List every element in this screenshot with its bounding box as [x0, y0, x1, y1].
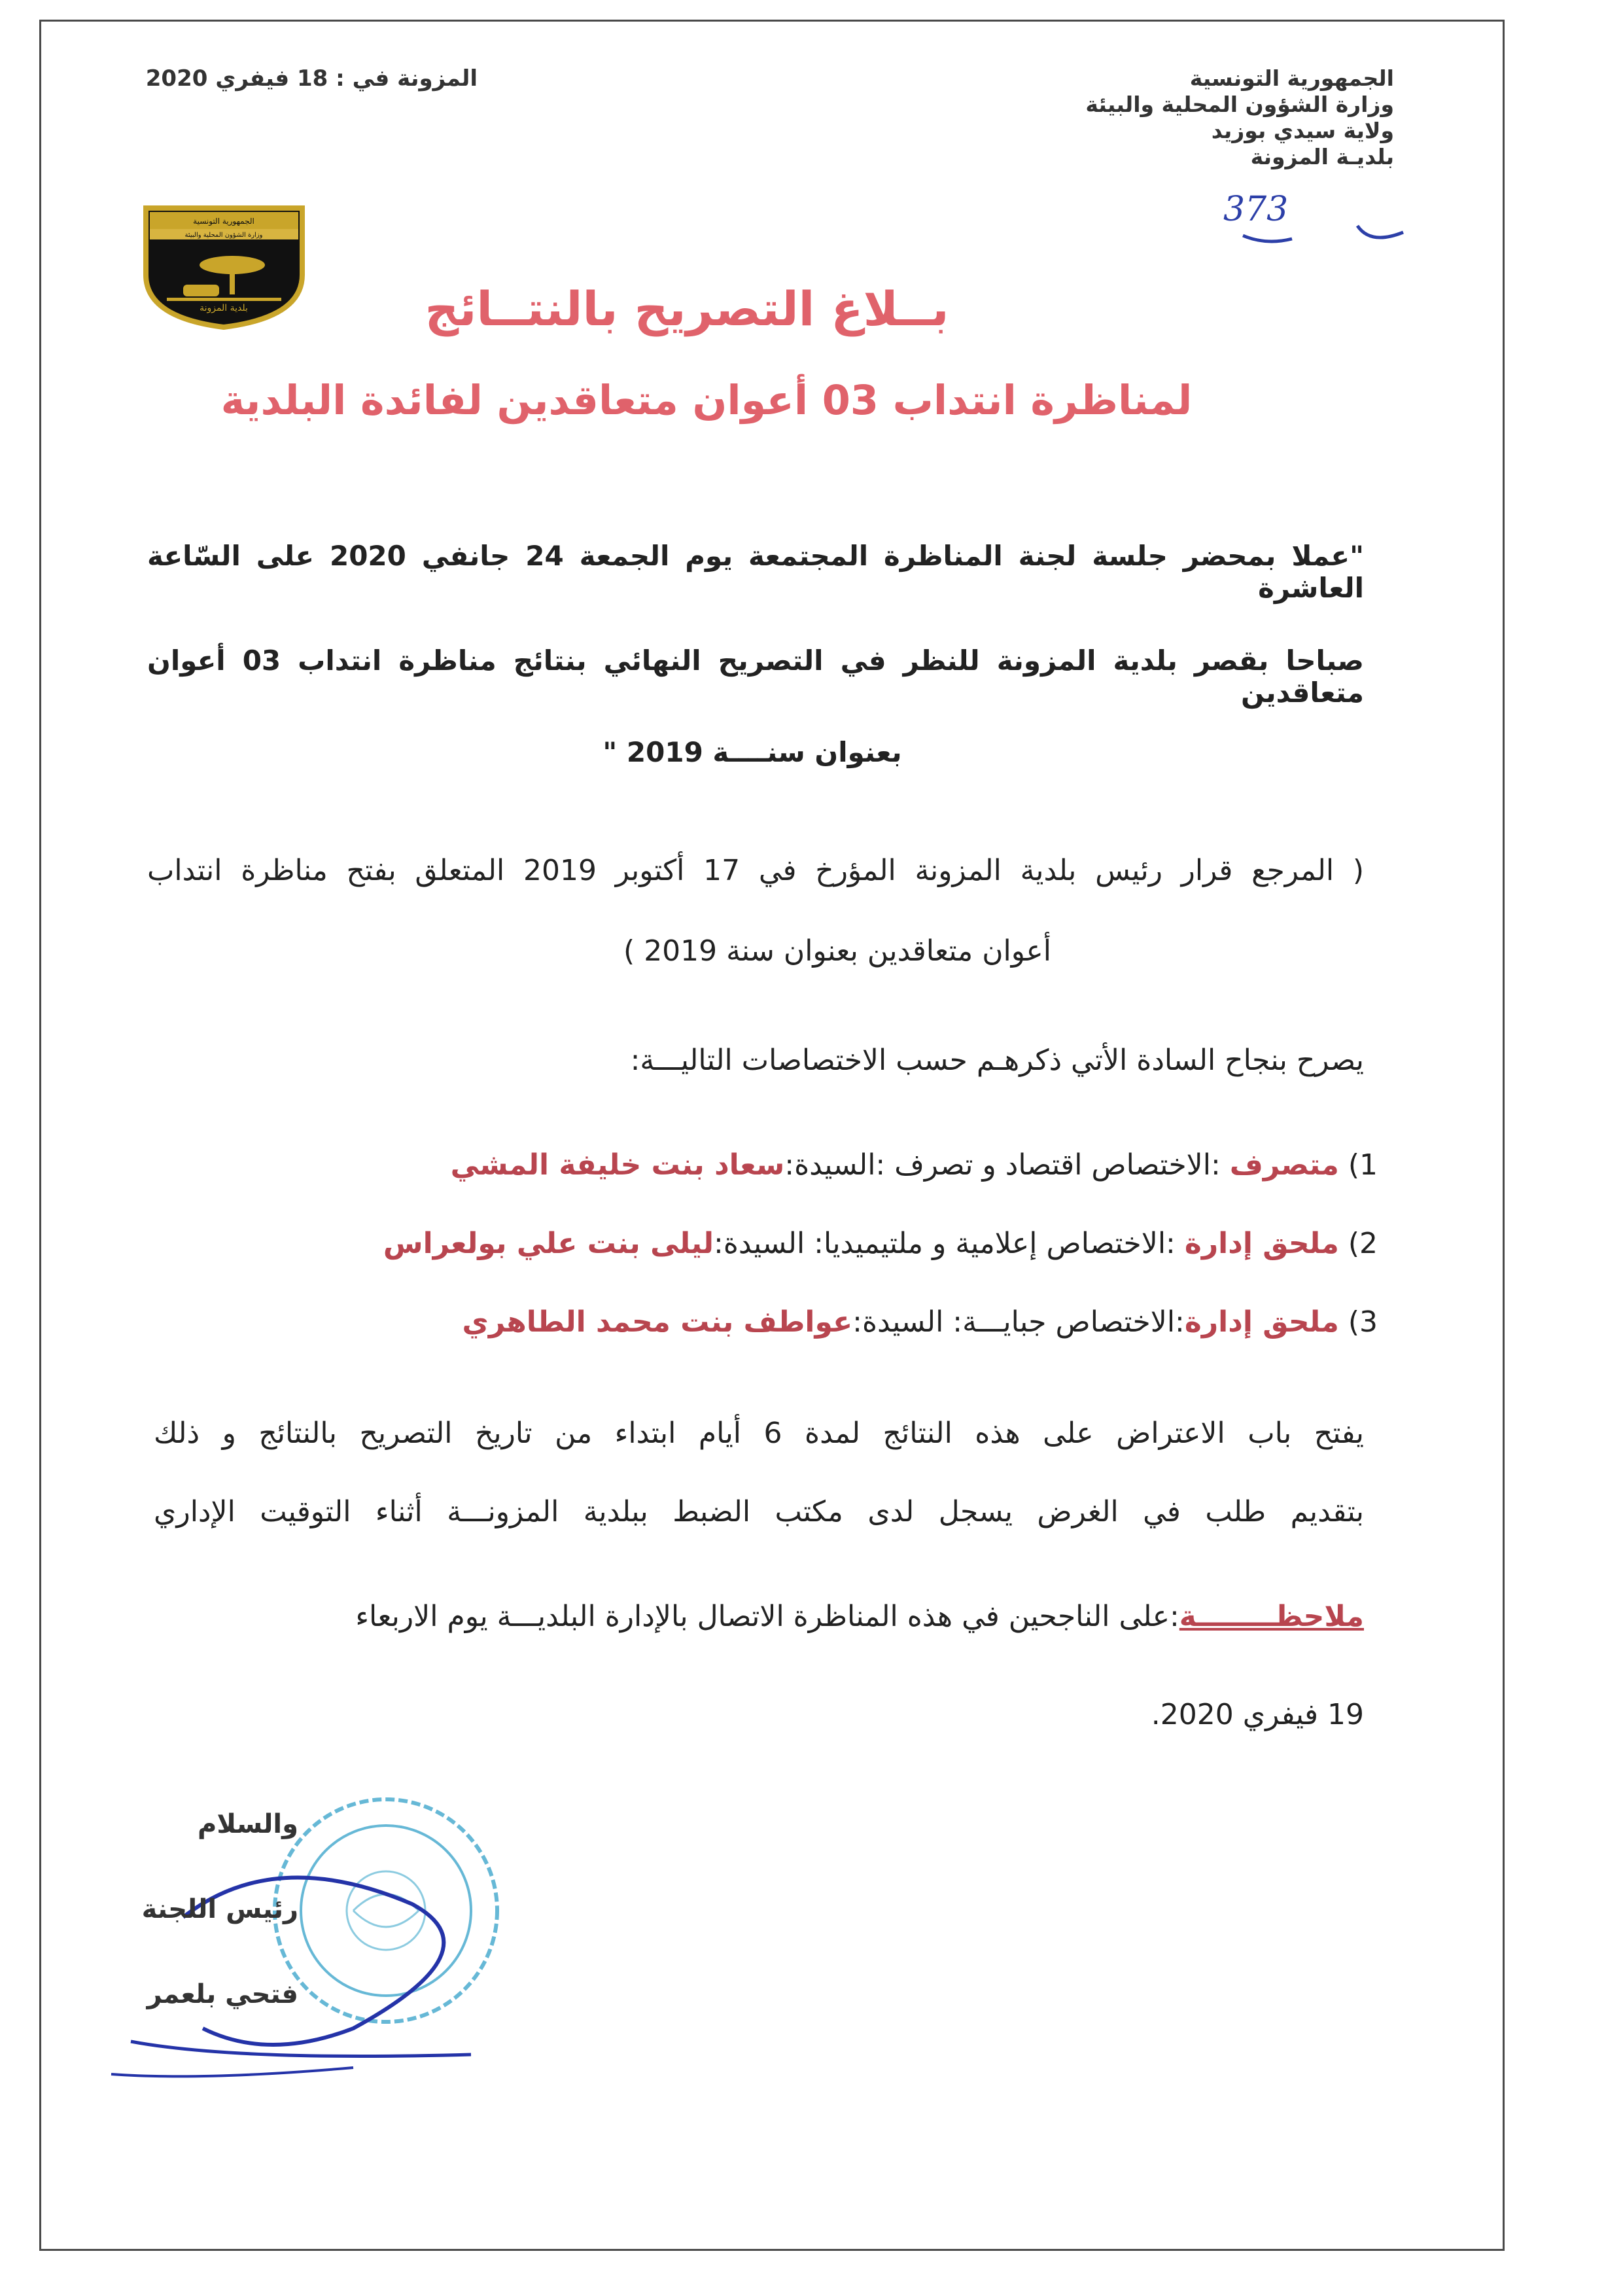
result-grade: ملحق إدارة — [1184, 1305, 1339, 1339]
header-line-municipality: بلديـة المزونة — [1250, 144, 1394, 169]
reference-line-2: أعوان متعاقدين بعنوان سنة 2019 ) — [623, 934, 1051, 968]
result-name: ليلى بنت علي بولعراس — [383, 1227, 714, 1260]
result-item-1 — [451, 1148, 1378, 1182]
result-number: 2) — [1348, 1227, 1378, 1260]
result-grade: متصرف — [1229, 1148, 1339, 1182]
result-specialty: :الاختصاص جبايـــة: السيدة: — [852, 1305, 1185, 1339]
announcement-line: يصرح بنجاح السادة الأتي ذكرهـم حسب الاختصاصات التاليـــة: — [630, 1044, 1364, 1077]
intro-line-1: "عملا بمحضر جلسة لجنة المناظرة المجتمعة يوم الجمعة 24 جانفي 2020 على السّاعة العاشرة — [147, 540, 1364, 604]
result-name: عواطف بنت محمد الطاهري — [462, 1305, 853, 1339]
registration-scribble — [1240, 206, 1410, 252]
logo-bottom-text: بلدية المزونة — [200, 303, 248, 313]
note-line — [245, 1600, 1364, 1633]
header-line-governorate: ولاية سيدي بوزيد — [1211, 118, 1394, 143]
result-item-3 — [462, 1305, 1378, 1339]
committee-chair-name: فتحي بلعمر — [147, 1979, 298, 2009]
note-label: ملاحظــــــــة — [1179, 1600, 1364, 1633]
intro-line-3: بعنوان سنــــة 2019 " — [602, 736, 902, 768]
note-text: :على الناجحين في هذه المناظرة الاتصال بالإدارة البلديـــة يوم الاربعاء — [355, 1600, 1179, 1633]
result-specialty: :الاختصاص اقتصاد و تصرف :السيدة: — [784, 1148, 1230, 1182]
result-name: سعاد بنت خليفة المشي — [450, 1148, 785, 1182]
result-number: 1) — [1348, 1148, 1378, 1182]
title-line-1: بــلاغ التصريح بالنتــائج — [425, 281, 949, 336]
registration-number: 373 — [1223, 190, 1289, 229]
objection-line-1: يفتح باب الاعتراض على هذه النتائج لمدة 6 أيام ابتداء من تاريخ التصريح بالنتائج و ذلك — [154, 1417, 1364, 1450]
intro-line-2: صباحا بقصر بلدية المزونة للنظر في التصريح النهائي بنتائج مناظرة انتداب 03 أعوان متعاقدين — [147, 645, 1364, 709]
header-line-ministry: وزارة الشؤون المحلية والبيئة — [1085, 92, 1394, 117]
result-item-2 — [383, 1227, 1378, 1260]
header-line-republic: الجمهورية التونسية — [1189, 65, 1394, 91]
objection-line-2: بتقديم طلب في الغرض يسجل لدى مكتب الضبط ببلدية المزونـــة أثناء التوقيت الإداري — [154, 1495, 1364, 1528]
committee-chair-role: رئيس اللجنة — [141, 1894, 298, 1924]
title-line-2: لمناظرة انتداب 03 أعوان متعاقدين لفائدة البلدية — [220, 376, 1193, 424]
logo-top-text: الجمهورية التونسية — [193, 217, 254, 226]
reference-line-1: ( المرجع قرار رئيس بلدية المزونة المؤرخ في 17 أكتوبر 2019 المتعلق بفتح مناظرة انتداب — [147, 854, 1365, 887]
logo-sub-text: وزارة الشؤون المحلية والبيئة — [184, 232, 263, 239]
document-date: المزونة في : 18 فيفري 2020 — [145, 65, 478, 92]
result-specialty: :الاختصاص إعلامية و ملتيميديا: السيدة: — [714, 1227, 1185, 1260]
note-date: 19 فيفري 2020. — [1151, 1698, 1364, 1731]
result-number: 3) — [1348, 1305, 1378, 1339]
header-block — [1085, 65, 1394, 170]
closing-salutation: والسلام — [198, 1809, 298, 1839]
result-grade: ملحق إدارة — [1184, 1227, 1339, 1260]
